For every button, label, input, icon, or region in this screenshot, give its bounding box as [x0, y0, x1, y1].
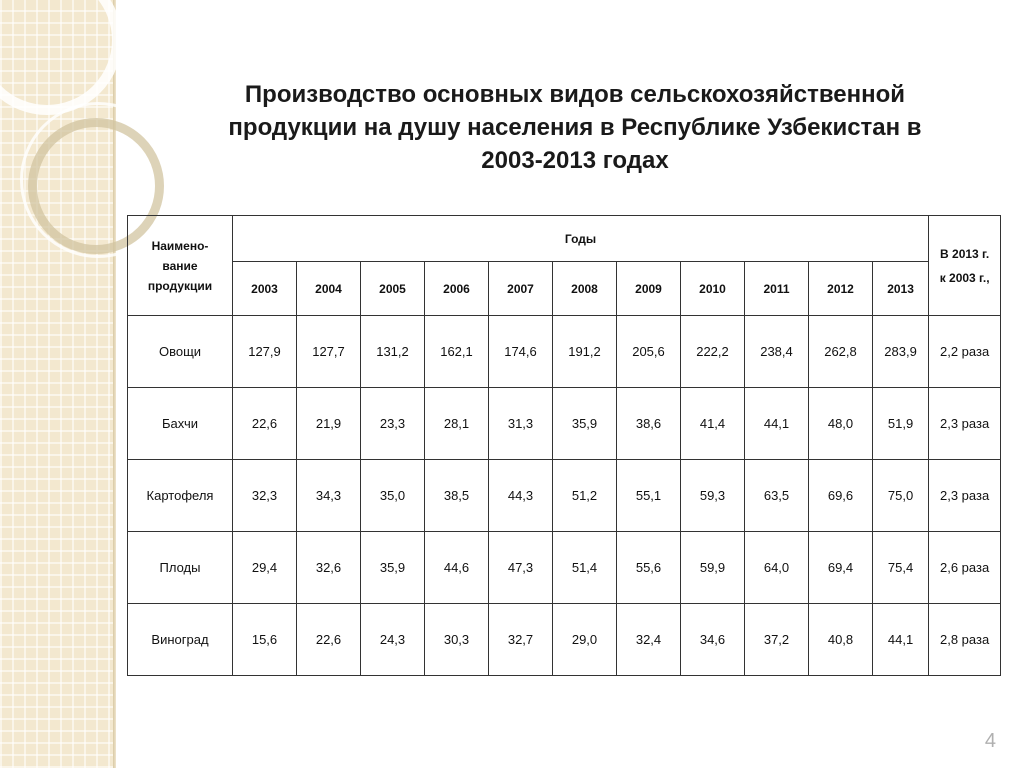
- header-line: продукции: [147, 278, 213, 293]
- value-cell: 31,3: [489, 388, 553, 460]
- year-header: 2008: [553, 262, 617, 316]
- year-header: 2003: [233, 262, 297, 316]
- value-cell: 44,1: [745, 388, 809, 460]
- production-table: [127, 215, 1001, 676]
- value-cell: 55,1: [617, 460, 681, 532]
- value-cell: 51,2: [553, 460, 617, 532]
- value-cell: 41,4: [681, 388, 745, 460]
- value-cell: 48,0: [809, 388, 873, 460]
- product-name-header: [128, 216, 233, 316]
- value-cell: 35,9: [553, 388, 617, 460]
- year-header: 2004: [297, 262, 361, 316]
- value-cell: 32,6: [297, 532, 361, 604]
- value-cell: 205,6: [617, 316, 681, 388]
- value-cell: 69,6: [809, 460, 873, 532]
- value-cell: 283,9: [873, 316, 929, 388]
- value-cell: 222,2: [681, 316, 745, 388]
- value-cell: 22,6: [297, 604, 361, 676]
- value-cell: 59,3: [681, 460, 745, 532]
- value-cell: 34,3: [297, 460, 361, 532]
- value-cell: 28,1: [425, 388, 489, 460]
- value-cell: 37,2: [745, 604, 809, 676]
- value-cell: 127,9: [233, 316, 297, 388]
- year-header: 2013: [873, 262, 929, 316]
- change-cell: 2,2 раза: [929, 316, 1001, 388]
- value-cell: 51,4: [553, 532, 617, 604]
- table-row: [128, 604, 1001, 676]
- value-cell: 32,3: [233, 460, 297, 532]
- value-cell: 32,4: [617, 604, 681, 676]
- table-row: [128, 316, 1001, 388]
- table-row: [128, 460, 1001, 532]
- value-cell: 23,3: [361, 388, 425, 460]
- product-name-cell: Бахчи: [128, 388, 233, 460]
- value-cell: 262,8: [809, 316, 873, 388]
- product-name-cell: Виноград: [128, 604, 233, 676]
- value-cell: 32,7: [489, 604, 553, 676]
- year-header: 2010: [681, 262, 745, 316]
- value-cell: 38,6: [617, 388, 681, 460]
- value-cell: 24,3: [361, 604, 425, 676]
- value-cell: 21,9: [297, 388, 361, 460]
- value-cell: 238,4: [745, 316, 809, 388]
- value-cell: 64,0: [745, 532, 809, 604]
- slide-title-line: продукции на душу населения в Республике Узбекистан в: [228, 114, 922, 141]
- slide-title-line: 2003-2013 годах: [481, 147, 669, 174]
- value-cell: 69,4: [809, 532, 873, 604]
- value-cell: 127,7: [297, 316, 361, 388]
- header-line: к 2003 г.,: [939, 270, 990, 285]
- value-cell: 162,1: [425, 316, 489, 388]
- value-cell: 34,6: [681, 604, 745, 676]
- value-cell: 191,2: [553, 316, 617, 388]
- value-cell: 35,9: [361, 532, 425, 604]
- change-cell: 2,3 раза: [929, 460, 1001, 532]
- value-cell: 38,5: [425, 460, 489, 532]
- product-name-cell: Плоды: [128, 532, 233, 604]
- year-header: 2009: [617, 262, 681, 316]
- change-cell: 2,8 раза: [929, 604, 1001, 676]
- year-header: 2005: [361, 262, 425, 316]
- page-number: 4: [984, 730, 996, 752]
- value-cell: 75,0: [873, 460, 929, 532]
- header-line: В 2013 г.: [940, 246, 990, 261]
- value-cell: 15,6: [233, 604, 297, 676]
- value-cell: 22,6: [233, 388, 297, 460]
- value-cell: 29,4: [233, 532, 297, 604]
- value-cell: 29,0: [553, 604, 617, 676]
- value-cell: 75,4: [873, 532, 929, 604]
- value-cell: 174,6: [489, 316, 553, 388]
- value-cell: 63,5: [745, 460, 809, 532]
- value-cell: 40,8: [809, 604, 873, 676]
- value-cell: 59,9: [681, 532, 745, 604]
- value-cell: 51,9: [873, 388, 929, 460]
- year-header: 2007: [489, 262, 553, 316]
- value-cell: 44,6: [425, 532, 489, 604]
- product-name-cell: Овощи: [128, 316, 233, 388]
- value-cell: 30,3: [425, 604, 489, 676]
- change-cell: 2,6 раза: [929, 532, 1001, 604]
- value-cell: 44,3: [489, 460, 553, 532]
- value-cell: 35,0: [361, 460, 425, 532]
- year-header: 2006: [425, 262, 489, 316]
- slide-title-line: Производство основных видов сельскохозяйственной: [244, 81, 906, 108]
- value-cell: 131,2: [361, 316, 425, 388]
- change-header: [929, 216, 1001, 316]
- value-cell: 44,1: [873, 604, 929, 676]
- change-cell: 2,3 раза: [929, 388, 1001, 460]
- year-header: 2012: [809, 262, 873, 316]
- value-cell: 55,6: [617, 532, 681, 604]
- value-cell: 47,3: [489, 532, 553, 604]
- product-name-cell: Картофеля: [128, 460, 233, 532]
- header-line: Наимено-: [151, 238, 209, 253]
- table-row: [128, 388, 1001, 460]
- header-line: вание: [162, 258, 198, 273]
- years-header: Годы: [233, 216, 929, 262]
- year-header: 2011: [745, 262, 809, 316]
- slide-title: [140, 78, 1010, 177]
- table-row: [128, 532, 1001, 604]
